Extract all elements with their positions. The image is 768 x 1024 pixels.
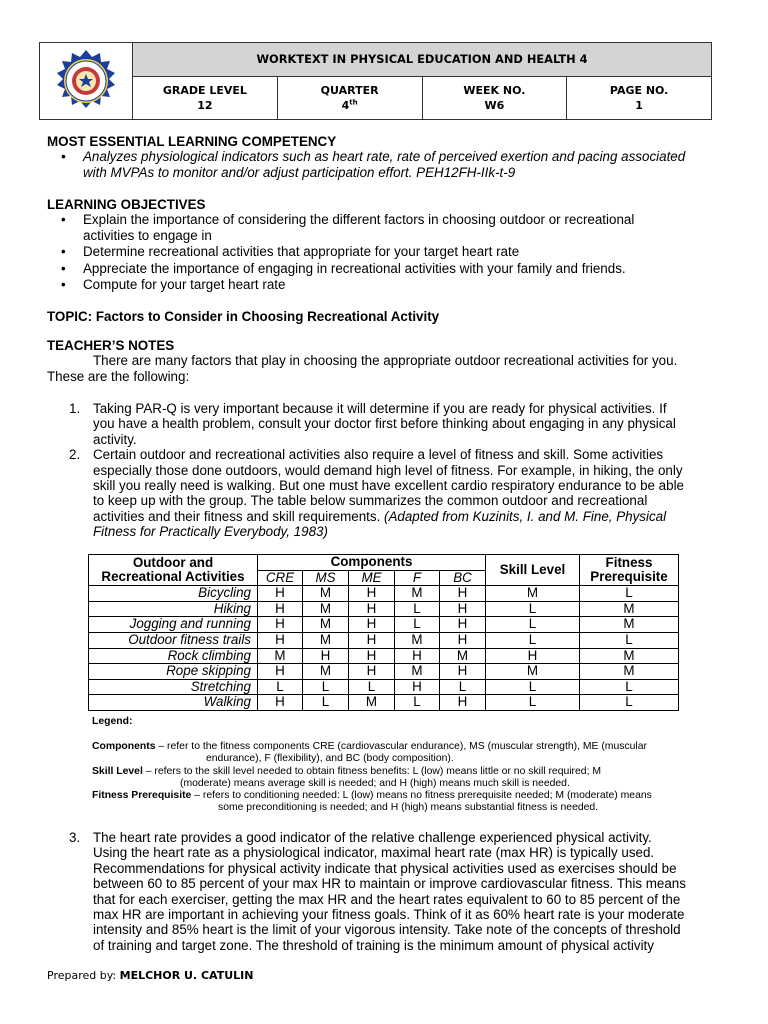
grade-level-label: GRADE LEVEL	[162, 84, 247, 97]
quarter-value: 4th	[341, 98, 358, 112]
worktext-title: WORKTEXT IN PHYSICAL EDUCATION AND HEALTH 4	[133, 43, 712, 77]
objective-item: • Compute for your target heart rate	[47, 277, 727, 292]
legend-heading: Legend:	[92, 716, 133, 727]
notes-intro-line2: These are the following:	[47, 368, 190, 384]
sub-header-bc: BC	[440, 570, 486, 586]
melc-section	[47, 134, 727, 180]
objective-item: • Appreciate the importance of engaging in recreational activities with your family and friends.	[47, 261, 727, 276]
header-table	[39, 42, 712, 120]
objectives-heading: LEARNING OBJECTIVES	[47, 197, 206, 212]
activity-column-header: Outdoor and Recreational Activities	[89, 555, 258, 586]
objectives-section	[47, 197, 727, 292]
table-row: Outdoor fitness trails H M H M H L L	[89, 632, 679, 648]
notes-item-2: 2. Certain outdoor and recreational activities also require a level of fitness and skill. Some activities especially those done outdoors, would demand high level of fitness. For example, in hiking, the only skill you really need is walking. But one must have excellent cardio respiratory endurance to be able to keep up with the group. The table below summarizes the common outdoor and recreational activities and their fitness and skill requirements. (Adapted from Kuzinits, I. and M. Fine, Physical Fitness for Practically Everybody, 1983)	[69, 447, 684, 540]
table-row: Jogging and running H M H L H L M	[89, 617, 679, 633]
legend	[92, 716, 732, 814]
grade-level-cell	[133, 77, 278, 120]
week-label: WEEK NO.	[463, 84, 526, 97]
table-row: Rock climbing M H H H M H M	[89, 648, 679, 664]
notes-item-3: 3. The heart rate provides a good indicator of the relative challenge experienced physical activity. Using the heart rate as a physiological indicator, maximal heart rate (max HR) is typically used. Recommendations for physical activity indicate that physical activities used as exercises should be between 60 to 85 percent of your max HR to maintain or improve cardiovascular fitness. This means that for each exerciser, getting the max HR and the heart rates equivalent to 60 to 85 percent of the max HR are important in achieving your fitness goals. Think of it as 60% heart rate is your moderate intensity and 85% heart is the limit of your vigorous intensity. Take note of the concepts of threshold of training and target zone. The threshold of training is the minimum amount of physical activity	[69, 830, 686, 953]
sub-header-me: ME	[349, 570, 395, 586]
melc-item: • Analyzes physiological indicators such as heart rate, rate of perceived exertion and pacing associated with MVPAs to monitor and/or adjust participation effort. PEH12FH-IIk-t-9	[47, 149, 727, 180]
notes-item-1: 1. Taking PAR-Q is very important because it will determine if you are ready for physical activities. If you have a health problem, consult your doctor first before thinking about engaging in any physical activity.	[69, 401, 676, 447]
legend-fitness-prerequisite: Fitness Prerequisite – refers to conditioning needed: L (low) means no fitness prerequisite needed; M (moderate) means some preconditioning is needed; and H (high) means substantial fitness is needed.	[92, 790, 652, 814]
activities-table	[88, 554, 679, 711]
page-value: 1	[635, 99, 643, 112]
grade-level-value: 12	[197, 99, 213, 112]
components-column-header: Components	[258, 555, 486, 571]
school-seal-icon	[49, 49, 123, 113]
topic-heading: TOPIC: Factors to Consider in Choosing Recreational Activity	[47, 309, 440, 324]
table-row: Stretching L L L H L L L	[89, 679, 679, 695]
melc-heading: MOST ESSENTIAL LEARNING COMPETENCY	[47, 134, 337, 149]
prepared-by: Prepared by: MELCHOR U. CATULIN	[47, 969, 254, 982]
week-value: W6	[484, 99, 505, 112]
week-cell	[422, 77, 567, 120]
author-name: MELCHOR U. CATULIN	[119, 969, 254, 982]
quarter-cell	[277, 77, 422, 120]
notes-heading: TEACHER’S NOTES	[47, 338, 175, 353]
sub-header-f: F	[395, 570, 440, 586]
legend-skill-level: Skill Level – refers to the skill level needed to obtain fitness benefits: L (low) means little or no skill required; M (moderate) means average skill is needed; and H (high) means much skill is needed.	[92, 765, 602, 789]
school-seal	[40, 43, 133, 120]
legend-components: Components – refer to the fitness components CRE (cardiovascular endurance), MS (muscular strength), ME (muscular endurance), F (flexibility), and BC (body composition).	[92, 741, 647, 765]
prereq-column-header: Fitness Prerequisite	[580, 555, 679, 586]
objective-item: • Determine recreational activities that appropriate for your target heart rate	[47, 244, 727, 259]
table-row: Walking H L M L H L L	[89, 695, 679, 711]
sub-header-cre: CRE	[258, 570, 303, 586]
skill-column-header: Skill Level	[486, 555, 580, 586]
teachers-notes	[47, 338, 727, 384]
notes-list	[47, 401, 717, 540]
table-row: Hiking H M H L H L M	[89, 601, 679, 617]
page-label: PAGE NO.	[609, 84, 669, 97]
notes-intro-line1: There are many factors that play in choosing the appropriate outdoor recreational activities for you.	[93, 353, 678, 369]
table-row: Bicycling H M H M H M L	[89, 586, 679, 602]
page-cell	[567, 77, 712, 120]
quarter-label: QUARTER	[320, 84, 379, 97]
table-row: Rope skipping H M H M H M M	[89, 664, 679, 680]
objective-item: • Explain the importance of considering the different factors in choosing outdoor or recreational activities to engage in	[47, 212, 727, 243]
sub-header-ms: MS	[303, 570, 349, 586]
